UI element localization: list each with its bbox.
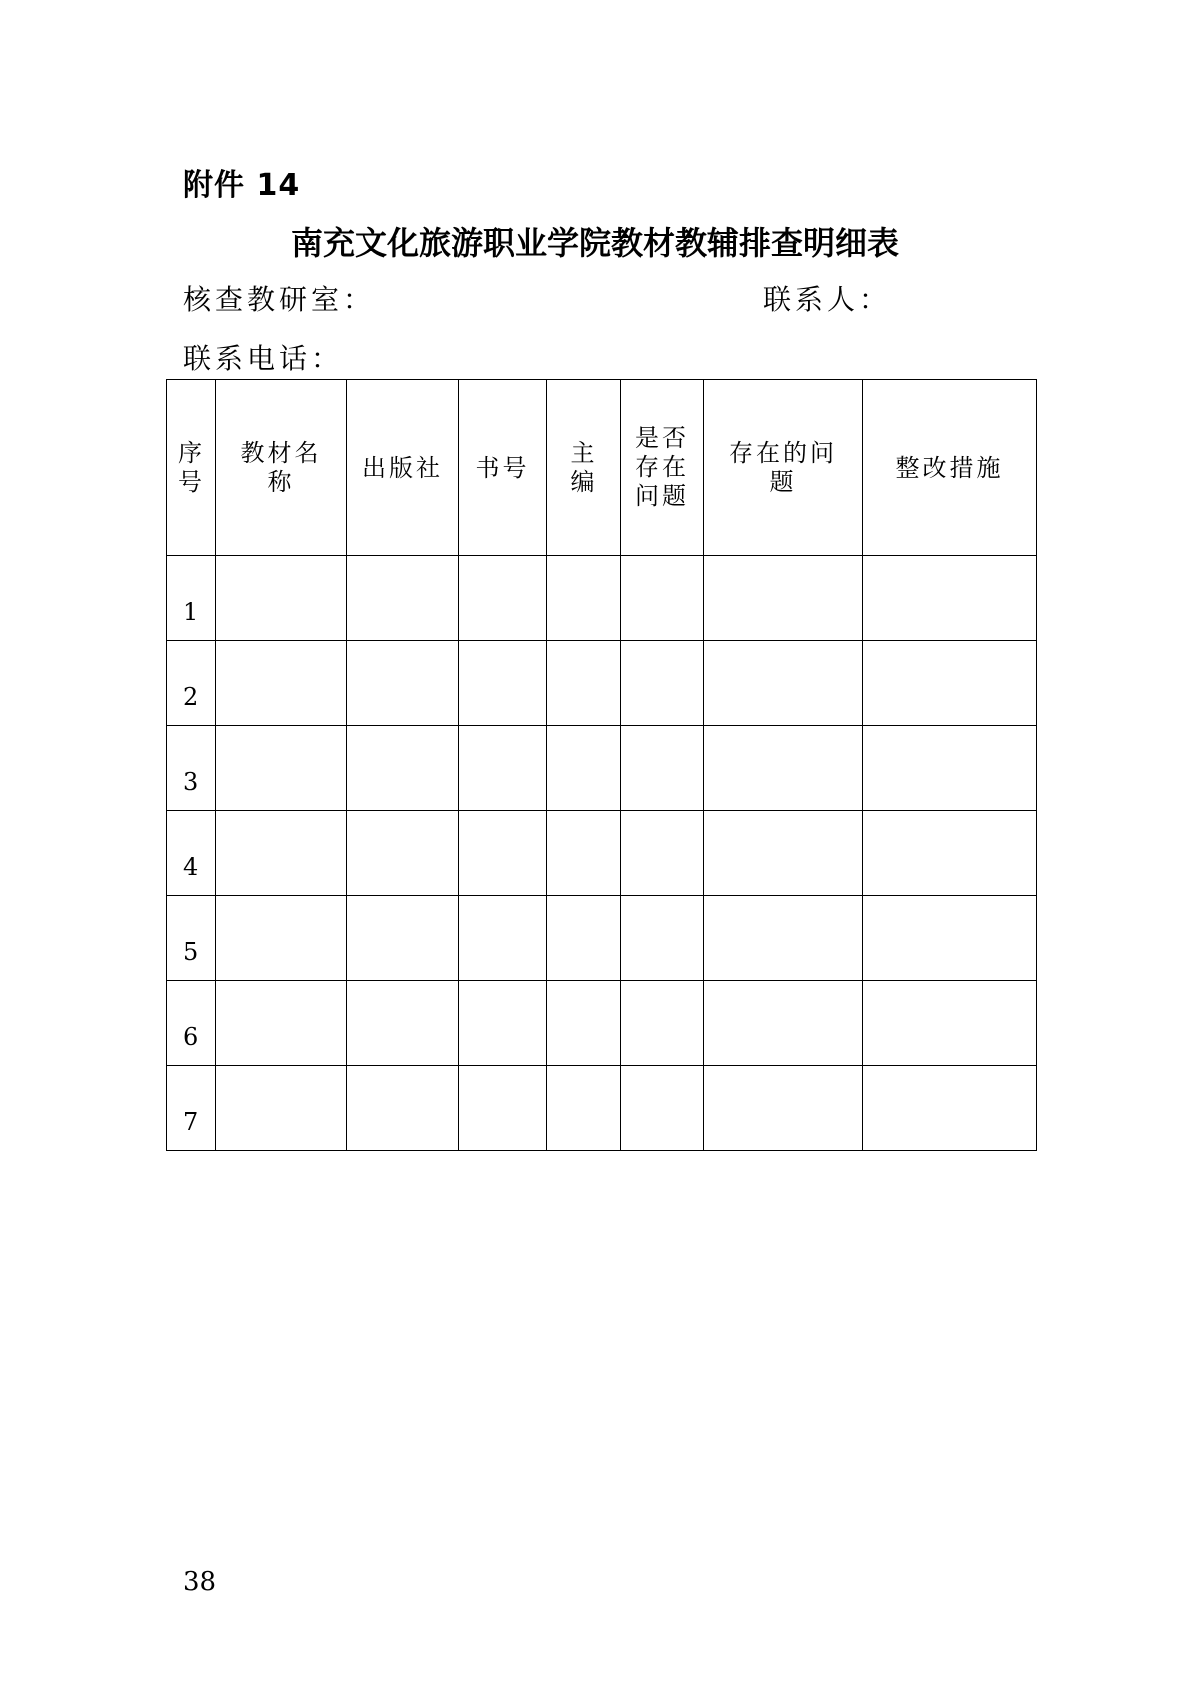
empty-cell[interactable] xyxy=(863,641,1037,726)
header-cell-publisher xyxy=(347,380,459,556)
row-seq-cell: 3 xyxy=(167,726,216,811)
table-row xyxy=(167,641,1037,726)
empty-cell[interactable] xyxy=(347,1066,459,1151)
row-seq-cell: 4 xyxy=(167,811,216,896)
empty-cell[interactable] xyxy=(621,1066,704,1151)
empty-cell[interactable] xyxy=(347,726,459,811)
office-field-label: 核查教研室： xyxy=(183,283,376,316)
contact-field-label: 联系人： xyxy=(763,283,892,316)
table-row xyxy=(167,896,1037,981)
empty-cell[interactable] xyxy=(704,1066,863,1151)
empty-cell[interactable] xyxy=(459,556,547,641)
empty-cell[interactable] xyxy=(547,811,621,896)
empty-cell[interactable] xyxy=(216,641,347,726)
empty-cell[interactable] xyxy=(863,896,1037,981)
empty-cell[interactable] xyxy=(621,811,704,896)
empty-cell[interactable] xyxy=(347,556,459,641)
empty-cell[interactable] xyxy=(547,1066,621,1151)
header-label: 存在的问题 xyxy=(729,438,837,496)
phone-field-label: 联系电话： xyxy=(183,342,344,375)
header-label: 书号 xyxy=(475,453,530,482)
row-seq-cell: 1 xyxy=(167,556,216,641)
header-label: 出版社 xyxy=(362,453,443,482)
empty-cell[interactable] xyxy=(216,1066,347,1151)
empty-cell[interactable] xyxy=(704,641,863,726)
empty-cell[interactable] xyxy=(704,896,863,981)
empty-cell[interactable] xyxy=(621,896,704,981)
empty-cell[interactable] xyxy=(863,811,1037,896)
empty-cell[interactable] xyxy=(459,1066,547,1151)
table-row xyxy=(167,981,1037,1066)
empty-cell[interactable] xyxy=(863,981,1037,1066)
empty-cell[interactable] xyxy=(347,811,459,896)
header-label: 主编 xyxy=(570,438,598,496)
empty-cell[interactable] xyxy=(621,556,704,641)
document-title: 南充文化旅游职业学院教材教辅排查明细表 xyxy=(290,224,899,262)
attachment-label: 附件 14 xyxy=(183,168,301,203)
empty-cell[interactable] xyxy=(216,556,347,641)
header-cell-seq xyxy=(167,380,216,556)
header-cell-textbook-name xyxy=(216,380,347,556)
empty-cell[interactable] xyxy=(704,811,863,896)
empty-cell[interactable] xyxy=(704,981,863,1066)
empty-cell[interactable] xyxy=(347,896,459,981)
table-row xyxy=(167,556,1037,641)
header-cell-remediation xyxy=(863,380,1037,556)
table-row xyxy=(167,1066,1037,1151)
table-row xyxy=(167,811,1037,896)
row-seq-cell: 5 xyxy=(167,896,216,981)
header-label: 是否存在问题 xyxy=(635,424,689,510)
inspection-table xyxy=(166,379,1037,1151)
empty-cell[interactable] xyxy=(459,981,547,1066)
empty-cell[interactable] xyxy=(216,726,347,811)
empty-cell[interactable] xyxy=(216,811,347,896)
header-cell-editor xyxy=(547,380,621,556)
empty-cell[interactable] xyxy=(621,981,704,1066)
empty-cell[interactable] xyxy=(704,726,863,811)
empty-cell[interactable] xyxy=(459,811,547,896)
empty-cell[interactable] xyxy=(621,641,704,726)
empty-cell[interactable] xyxy=(547,981,621,1066)
empty-cell[interactable] xyxy=(347,641,459,726)
empty-cell[interactable] xyxy=(863,556,1037,641)
empty-cell[interactable] xyxy=(459,726,547,811)
table-header-row xyxy=(167,380,1037,556)
empty-cell[interactable] xyxy=(459,896,547,981)
header-cell-has-issue xyxy=(621,380,704,556)
header-label: 整改措施 xyxy=(895,453,1004,482)
empty-cell[interactable] xyxy=(547,641,621,726)
empty-cell[interactable] xyxy=(547,896,621,981)
empty-cell[interactable] xyxy=(547,556,621,641)
empty-cell[interactable] xyxy=(216,896,347,981)
page-number: 38 xyxy=(183,1567,217,1597)
header-cell-issues xyxy=(704,380,863,556)
header-cell-isbn xyxy=(459,380,547,556)
empty-cell[interactable] xyxy=(863,726,1037,811)
empty-cell[interactable] xyxy=(459,641,547,726)
empty-cell[interactable] xyxy=(704,556,863,641)
row-seq-cell: 6 xyxy=(167,981,216,1066)
empty-cell[interactable] xyxy=(347,981,459,1066)
empty-cell[interactable] xyxy=(547,726,621,811)
row-seq-cell: 2 xyxy=(167,641,216,726)
row-seq-cell: 7 xyxy=(167,1066,216,1151)
table-row xyxy=(167,726,1037,811)
header-label: 教材名称 xyxy=(240,438,322,496)
empty-cell[interactable] xyxy=(621,726,704,811)
empty-cell[interactable] xyxy=(863,1066,1037,1151)
header-label: 序号 xyxy=(178,438,205,496)
empty-cell[interactable] xyxy=(216,981,347,1066)
